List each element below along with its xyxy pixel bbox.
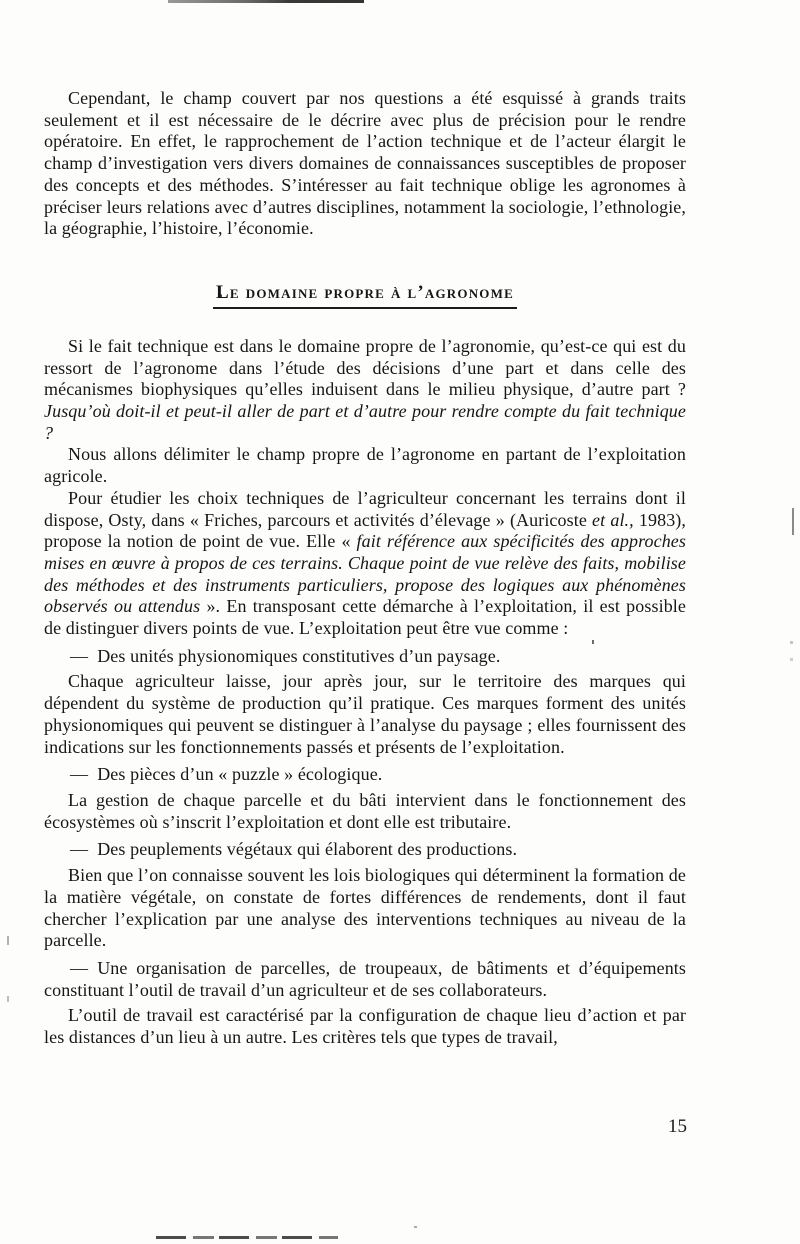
scan-artifact-left-tick: [7, 936, 9, 945]
bullet-dash: —: [70, 764, 98, 785]
italic-text-segment: Jusqu’où doit-il et peut-il aller de part et d’autre pour rendre compte du fait technique ?: [44, 401, 686, 443]
bullet-item: [44, 839, 686, 861]
text-segment: Bien que l’on connaisse souvent les lois biologiques qui déterminent la formation de la matière végétale, on constate de fortes différences de rendements, dont il faut chercher l’explication par une analyse des interventions techniques au niveau de la parcelle.: [44, 865, 686, 951]
scan-artifact-speck: [790, 658, 793, 661]
body-paragraph: [44, 444, 686, 487]
scan-artifact-top-line: [168, 0, 364, 3]
text-segment: Des pièces d’un « puzzle » écologique.: [97, 764, 383, 785]
text-segment: Nous allons délimiter le champ propre de l’agronome en partant de l’exploitation agricole.: [44, 444, 686, 487]
text-segment: Une organisation de parcelles, de troupeaux, de bâtiments et d’équipements constituant l’outil de travail d’un agriculteur et de ses collaborateurs.: [44, 957, 686, 1000]
body-paragraph: [44, 671, 686, 758]
text-segment: Pour étudier les choix techniques de l’agriculteur concernant les terrains dont il dispose, Osty, dans « Friches, parcours et activités d’élevage » (Auricoste: [44, 487, 686, 530]
body-paragraph: [44, 865, 686, 952]
text-segment: 1983), propose la notion de point de vue. Elle «: [44, 509, 686, 552]
bullet-item: [44, 764, 686, 786]
bullet-dash: —: [70, 645, 98, 666]
text-segment: Cependant, le champ couvert par nos questions a été esquissé à grands traits seulement et il est nécessaire de le décrire avec plus de précision pour le rendre opératoire. En effet, le rapprochement de l’action technique et de l’acteur élargit le champ d’investigation vers divers domaines de connaissances susceptibles de proposer des concepts et des méthodes. S’intéresser au fait technique oblige les agronomes à préciser leurs relations avec d’autres disciplines, notamment la sociologie, l’ethnologie, la géographie, l’histoire, l’économie.: [44, 88, 686, 239]
bullet-item: [44, 958, 686, 1001]
body-paragraph: [44, 1005, 686, 1048]
text-segment: Chaque agriculteur laisse, jour après jour, sur le territoire des marques qui dépendent du système de production qu’il pratique. Ces marques forment des unités physionomiques qui peuvent se distinguer à l’analyse du paysage ; elles fournissent des indications sur les fonctionnements passés et présents de l’exploitation.: [44, 671, 686, 757]
text-segment: ». En transposant cette démarche à l’exploitation, il est possible de distinguer divers points de vue. L’exploitation peut être vue comme :: [44, 596, 686, 639]
scan-artifact-speck: [790, 641, 793, 644]
italic-text-segment: et al.,: [592, 509, 634, 530]
bullet-dash: —: [70, 839, 98, 860]
bullet-item: [44, 646, 686, 668]
body-paragraph: [44, 88, 686, 240]
scan-artifact-speck: [414, 1226, 417, 1228]
body-paragraph: [44, 488, 686, 640]
scan-artifact-left-tick: [7, 996, 9, 1002]
section-heading-text: Le domaine propre à l’agronome: [213, 282, 517, 309]
bullet-dash: —: [70, 957, 98, 978]
text-segment: Des peuplements végétaux qui élaborent des productions.: [97, 839, 518, 860]
scan-artifact-bottom-dashes: [156, 1236, 338, 1239]
text-segment: Si le fait technique est dans le domaine propre de l’agronomie, qu’est-ce qui est du ressort de l’agronome dans l’étude des décisions d’une part et dans celle des mécanismes biophysiques qu’elles induisent dans le milieu physique, d’autre part ?: [44, 335, 686, 400]
text-segment: L’outil de travail est caractérisé par la configuration de chaque lieu d’action et par les distances d’un lieu à un autre. Les critères tels que types de travail,: [44, 1005, 686, 1048]
text-segment: La gestion de chaque parcelle et du bâti intervient dans le fonctionnement des écosystèmes où s’inscrit l’exploitation et dont elle est tributaire.: [44, 789, 686, 832]
italic-text-segment: fait référence aux spécificités des approches mises en œuvre à propos de ces terrains. Chaque point de vue relève des faits, mobilise des méthodes et des instruments particuliers, propose des logiques aux phénomènes observés ou attendus: [44, 531, 686, 617]
text-column: [44, 88, 686, 1049]
text-segment: Des unités physionomiques constitutives d’un paysage.: [97, 645, 501, 666]
page-number: 15: [668, 1116, 687, 1137]
scan-artifact-right-tick: [792, 508, 794, 535]
body-paragraph: [44, 336, 686, 445]
body-paragraph: [44, 790, 686, 833]
section-heading: [44, 282, 686, 309]
